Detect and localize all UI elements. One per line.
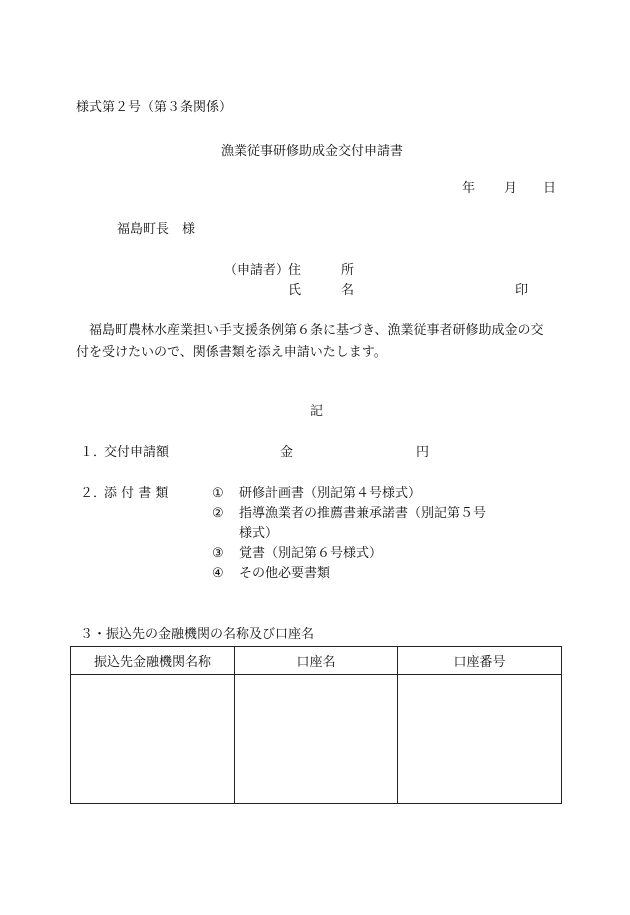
body-paragraph: 福島町農林水産業担い手支援条例第６条に基づき、漁業従事者研修助成金の交付を受けたいので、関係書類を添え申請いたします。 <box>76 323 544 360</box>
address-label-second: 所 <box>341 263 355 278</box>
address-label-first: 住 <box>288 263 302 278</box>
item1-kin: 金 <box>280 445 294 460</box>
ki-heading: 記 <box>310 404 324 419</box>
account-number-cell[interactable] <box>398 675 562 804</box>
item2-label: 添 付 書 類 <box>104 486 169 501</box>
attachment-3-mark: ③ <box>212 546 224 561</box>
table-row <box>71 675 562 804</box>
attachment-2-text: 指導漁業者の推薦書兼承諾書（別記第５号 <box>239 506 487 521</box>
addressee: 福島町長 様 <box>117 222 196 237</box>
date-year-label: 年 <box>462 181 476 196</box>
attachment-4-mark: ④ <box>212 566 224 581</box>
name-label-first: 氏 <box>288 283 302 298</box>
item2-number: ２． <box>80 486 107 501</box>
attachment-1-mark: ① <box>212 486 224 501</box>
document-title: 漁業従事研修助成金交付申請書 <box>221 144 404 159</box>
name-label-second: 名 <box>341 283 355 298</box>
table-header-row <box>71 647 562 675</box>
item1-label: 交付申請額 <box>104 445 170 460</box>
account-name-cell[interactable] <box>235 675 398 804</box>
attachment-3-text: 覚書（別記第６号様式） <box>239 546 383 561</box>
bank-account-table <box>70 646 562 804</box>
attachment-1-text: 研修計画書（別記第４号様式） <box>239 486 422 501</box>
attachment-2-mark: ② <box>212 506 224 521</box>
seal-mark: 印 <box>515 283 529 298</box>
date-day-label: 日 <box>543 181 557 196</box>
header-account-name: 口座名 <box>235 647 398 675</box>
date-month-label: 月 <box>504 181 518 196</box>
form-number: 様式第２号（第３条関係） <box>76 100 233 115</box>
attachment-2-text-cont: 様式） <box>239 526 279 541</box>
item1-number: １． <box>80 445 107 460</box>
header-bank-name: 振込先金融機関名称 <box>71 647 235 675</box>
attachment-4-text: その他必要書類 <box>239 566 331 581</box>
item1-yen: 円 <box>416 445 430 460</box>
applicant-label: （申請者） <box>224 263 290 278</box>
item3-heading: ３・振込先の金融機関の名称及び口座名 <box>80 627 315 642</box>
bank-name-cell[interactable] <box>71 675 235 804</box>
header-account-number: 口座番号 <box>398 647 562 675</box>
